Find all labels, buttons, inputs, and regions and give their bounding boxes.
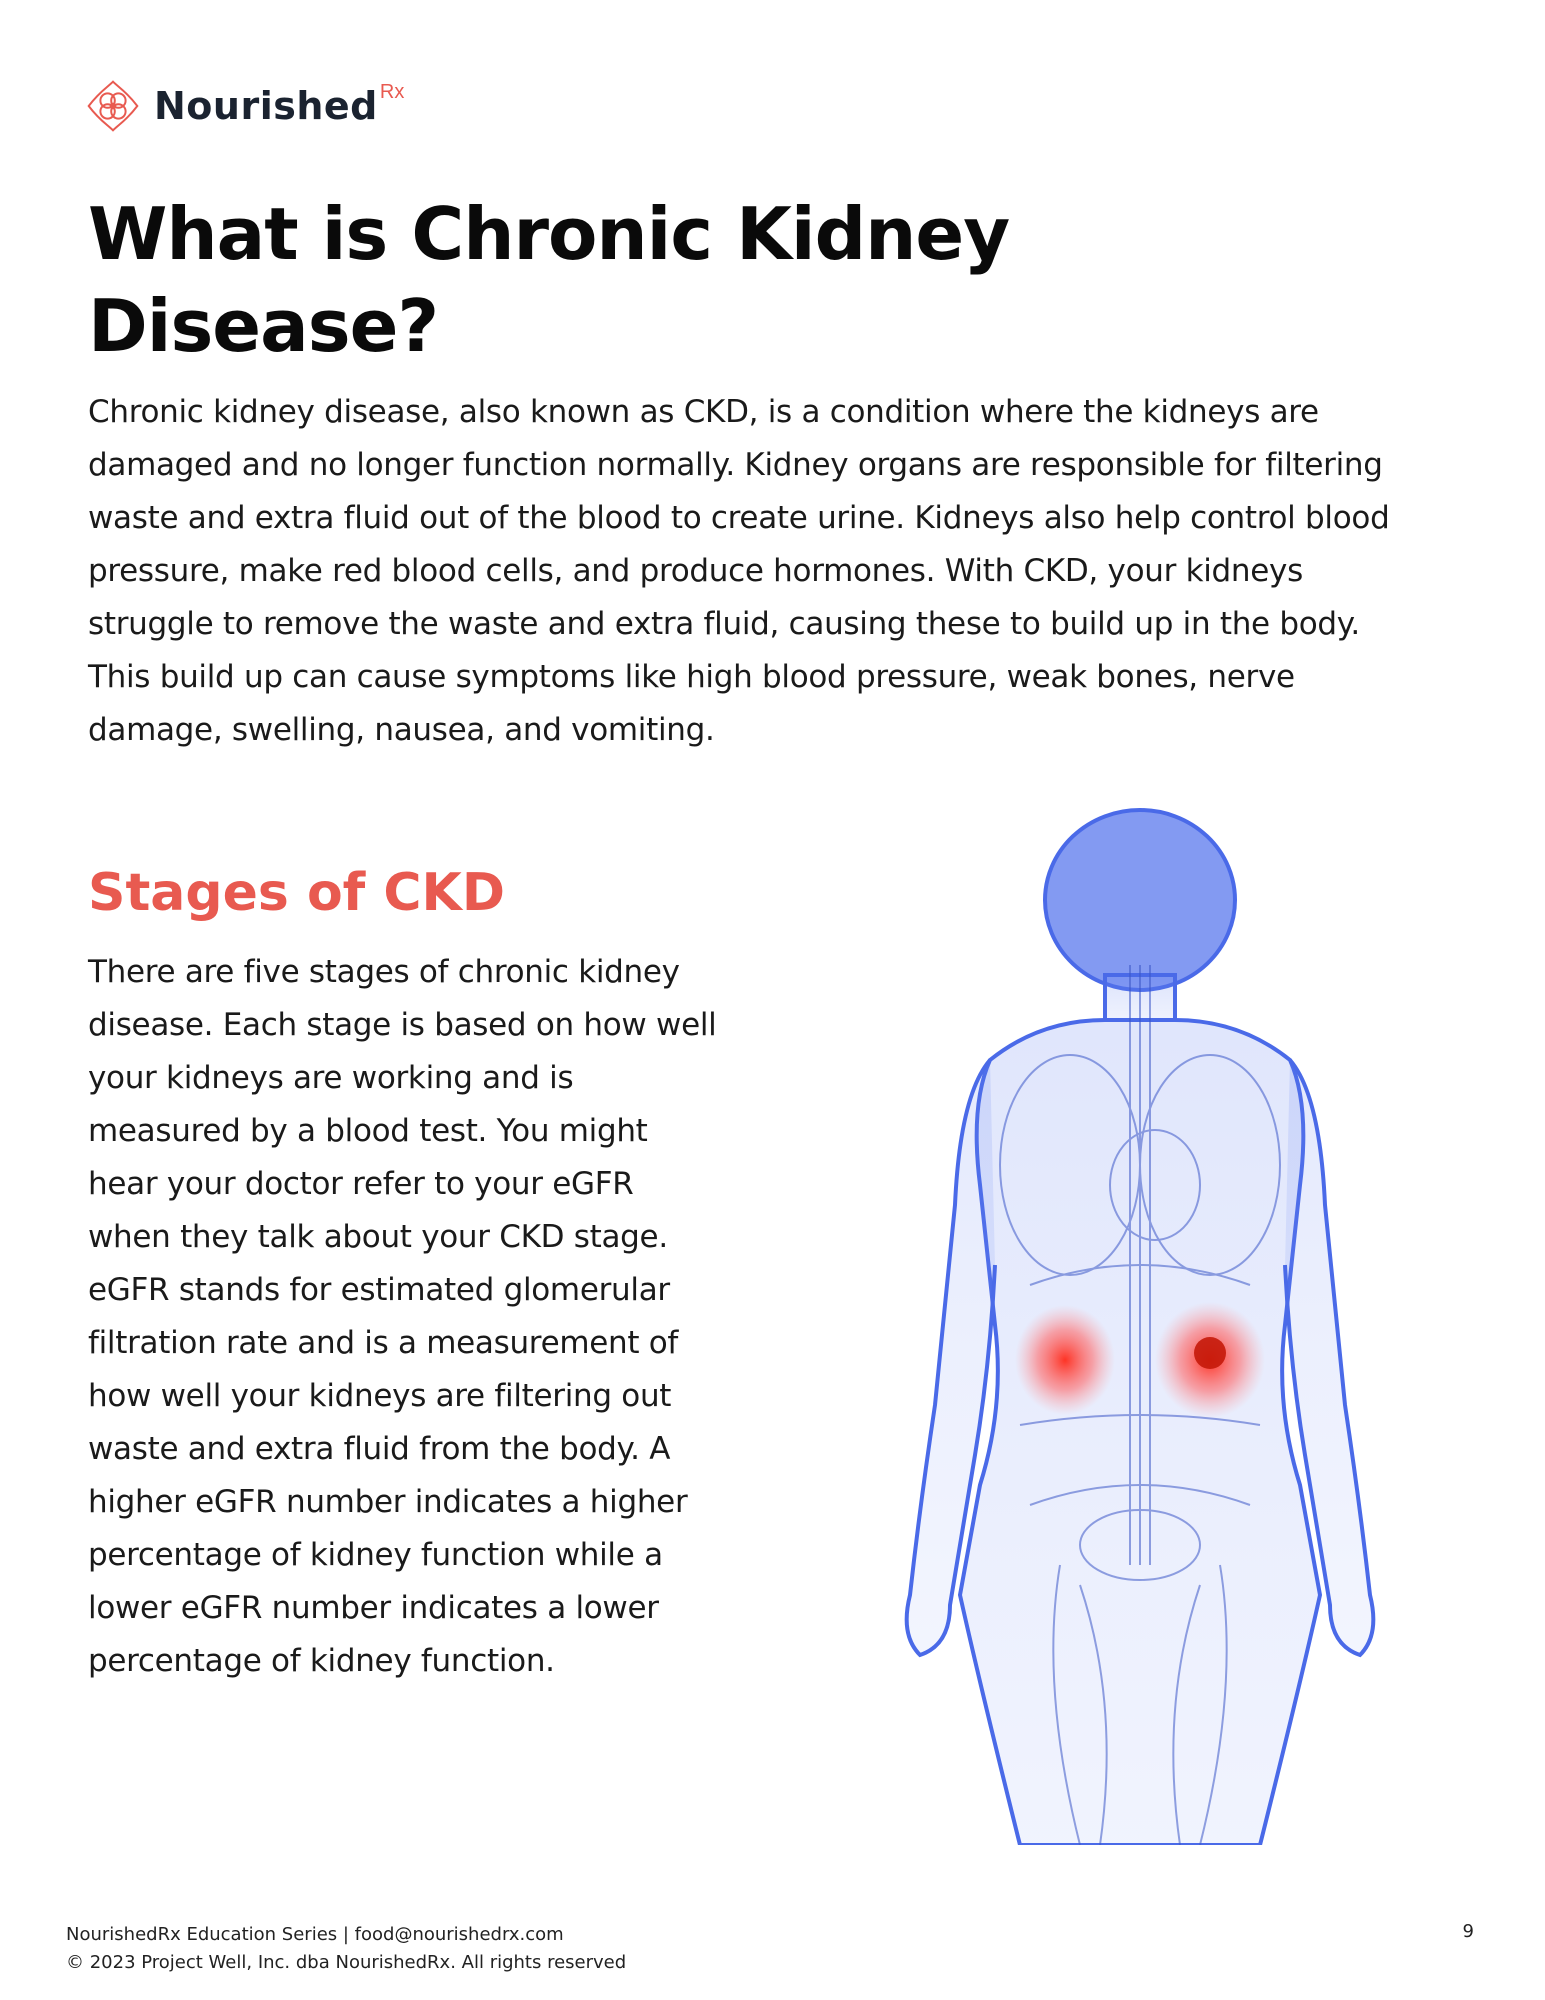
body-kidney-illustration bbox=[880, 805, 1400, 1845]
footer bbox=[66, 1921, 626, 1977]
section-body: There are five stages of chronic kidney disease. Each stage is based on how well your kidneys are working and is measured by a blood test. You might hear your doctor refer to your eGFR when they talk about your CKD stage. eGFR stands for estimated glomerular filtration rate and is a measurement of how well your kidneys are filtering out waste and extra fluid from the body. A higher eGFR number indicates a higher percentage of kidney function while a lower eGFR number indicates a lower percentage of kidney function. bbox=[88, 954, 717, 1679]
footer-copyright: © 2023 Project Well, Inc. dba NourishedRx. All rights reserved bbox=[66, 1952, 627, 1973]
page-title: What is Chronic Kidney Disease? bbox=[88, 192, 1010, 368]
intro-paragraph: Chronic kidney disease, also known as CKD, is a condition where the kidneys are damaged and no longer function normally. Kidney organs are responsible for filtering waste and extra fluid out of the blood to create urine. Kidneys also help control blood pressure, make red blood cells, and produce hormones. With CKD, your kidneys struggle to remove the waste and extra fluid, causing these to build up in the body. This build up can cause symptoms like high blood pressure, weak bones, nerve damage, swelling, nausea, and vomiting. bbox=[88, 394, 1390, 748]
brand-wordmark: Nourished bbox=[154, 84, 378, 128]
brand-logo bbox=[86, 78, 404, 134]
page-number: 9 bbox=[1462, 1921, 1474, 1942]
footer-series-contact: NourishedRx Education Series | food@nourishedrx.com bbox=[66, 1924, 564, 1945]
flower-diamond-icon bbox=[86, 79, 140, 133]
brand-superscript: Rx bbox=[379, 80, 405, 103]
section-heading: Stages of CKD bbox=[88, 863, 506, 923]
